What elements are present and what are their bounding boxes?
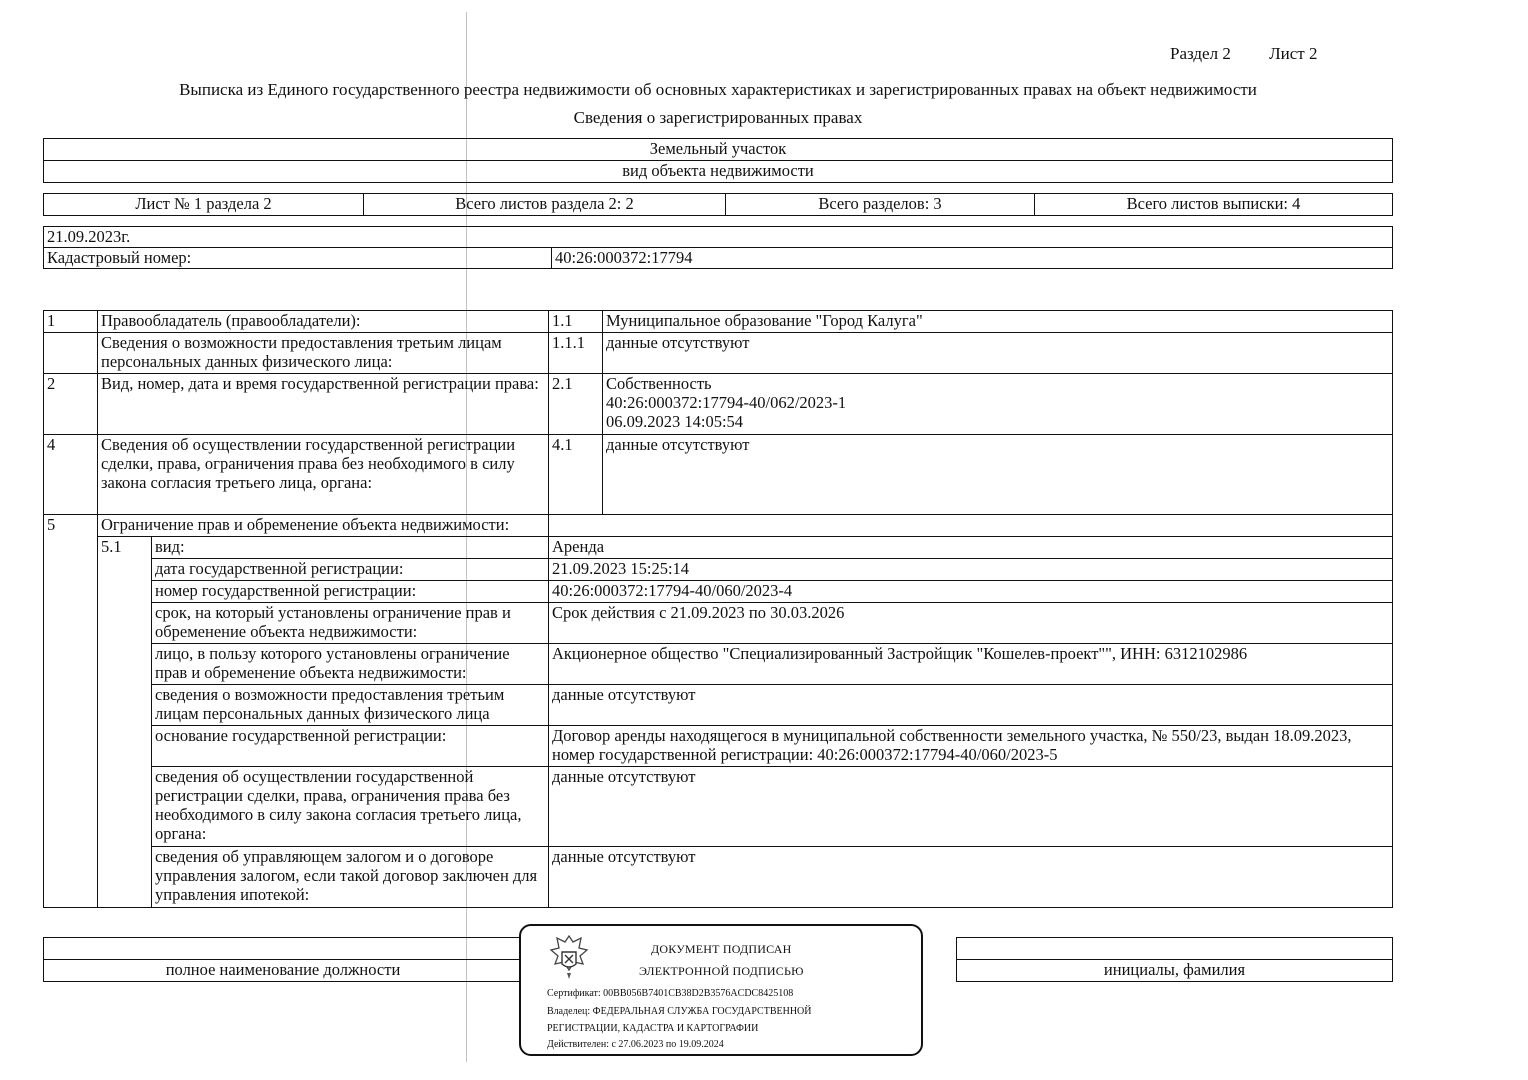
- sheet-no: Лист № 1 раздела 2: [44, 194, 364, 216]
- table-row: [44, 644, 1393, 685]
- table-row: [44, 581, 1393, 603]
- row-value: [603, 374, 1393, 435]
- row-label: Сведения о возможности предоставления третьим лицам персональных данных физического лица:: [98, 333, 549, 374]
- total-sections: Всего разделов: 3: [726, 194, 1035, 216]
- table-row: [44, 685, 1393, 726]
- row-label: вид:: [152, 537, 549, 559]
- info-table: [43, 226, 1393, 269]
- table-row: [44, 311, 1393, 333]
- table-row: [44, 726, 1393, 767]
- row-label: лицо, в пользу которого установлены ограничение прав и обременение объекта недвижимости:: [152, 644, 549, 685]
- stamp-line-2: ЭЛЕКТРОННОЙ ПОДПИСЬЮ: [639, 964, 804, 978]
- row-sub-number: 4.1: [549, 435, 603, 515]
- row-value: Муниципальное образование "Город Калуга": [603, 311, 1393, 333]
- row-label: Ограничение прав и обременение объекта недвижимости:: [98, 515, 549, 537]
- table-row: [44, 559, 1393, 581]
- emblem-icon: [547, 932, 591, 982]
- table-row: [44, 435, 1393, 515]
- row-sub-number: 2.1: [549, 374, 603, 435]
- sheet-number: Лист 2: [1269, 44, 1318, 63]
- row-sub-number: 5.1: [98, 537, 152, 908]
- table-row: [44, 603, 1393, 644]
- row-value: данные отсутствуют: [549, 685, 1393, 726]
- row-label: сведения об управляющем залогом и о договоре управления залогом, если такой договор заключен для управления ипотекой:: [152, 847, 549, 908]
- row-value: данные отсутствуют: [549, 767, 1393, 847]
- row-label: номер государственной регистрации:: [152, 581, 549, 603]
- object-type-label: вид объекта недвижимости: [44, 161, 1393, 183]
- row-label: Вид, номер, дата и время государственной регистрации права:: [98, 374, 549, 435]
- row-label: срок, на который установлены ограничение прав и обременение объекта недвижимости:: [152, 603, 549, 644]
- table-row: [44, 333, 1393, 374]
- table-row: [44, 847, 1393, 908]
- e-signature-stamp: [519, 924, 923, 1056]
- total-extract-sheets: Всего листов выписки: 4: [1035, 194, 1393, 216]
- right-reg-datetime: 06.09.2023 14:05:54: [606, 412, 744, 431]
- row-sub-number: 1.1: [549, 311, 603, 333]
- row-label: основание государственной регистрации:: [152, 726, 549, 767]
- table-row: [44, 537, 1393, 559]
- object-type-table: [43, 138, 1393, 183]
- rights-table: [43, 310, 1393, 908]
- table-row: [44, 515, 1393, 537]
- row-value: данные отсутствуют: [549, 847, 1393, 908]
- row-number: 2: [44, 374, 98, 435]
- row-number: 1: [44, 311, 98, 333]
- name-label: инициалы, фамилия: [957, 960, 1393, 982]
- stamp-owner-line-1: Владелец: ФЕДЕРАЛЬНАЯ СЛУЖБА ГОСУДАРСТВЕННОЙ: [547, 1006, 812, 1017]
- table-row: [44, 767, 1393, 847]
- cadastral-label: Кадастровый номер:: [44, 248, 552, 269]
- row-label: Правообладатель (правообладатели):: [98, 311, 549, 333]
- document-title: Выписка из Единого государственного реестра недвижимости об основных характеристиках и зарегистрированных правах на объект недвижимости: [179, 80, 1257, 99]
- row-number: 4: [44, 435, 98, 515]
- row-value: Срок действия с 21.09.2023 по 30.03.2026: [549, 603, 1393, 644]
- row-value: 40:26:000372:17794-40/060/2023-4: [549, 581, 1393, 603]
- stamp-certificate: Сертификат: 00BB056B7401CB38D2B3576ACDC8425108: [547, 988, 794, 999]
- row-value: Договор аренды находящегося в муниципальной собственности земельного участка, № 550/23, выдан 18.09.2023, номер государственной регистрации: 40:26:000372:17794-40/060/2023-5: [549, 726, 1393, 767]
- row-label: сведения об осуществлении государственной регистрации сделки, права, ограничения права без необходимого в силу закона согласия третьего лица, органа:: [152, 767, 549, 847]
- row-label: Сведения об осуществлении государственной регистрации сделки, права, ограничения права без необходимого в силу закона согласия третьего лица, органа:: [98, 435, 549, 515]
- right-reg-number: 40:26:000372:17794-40/062/2023-1: [606, 393, 847, 412]
- cadastral-value: 40:26:000372:17794: [552, 248, 1393, 269]
- row-value: Аренда: [549, 537, 1393, 559]
- row-value: Акционерное общество "Специализированный Застройщик "Кошелев-проект"", ИНН: 6312102986: [549, 644, 1393, 685]
- row-sub-number: 1.1.1: [549, 333, 603, 374]
- position-label: полное наименование должности: [44, 960, 523, 982]
- page-header-right: [1170, 44, 1317, 64]
- row-label: сведения о возможности предоставления третьим лицам персональных данных физического лица: [152, 685, 549, 726]
- extract-date: 21.09.2023г.: [44, 227, 1393, 248]
- stamp-owner-line-2: РЕГИСТРАЦИИ, КАДАСТРА И КАРТОГРАФИИ: [547, 1023, 759, 1034]
- row-value: данные отсутствуют: [603, 333, 1393, 374]
- row-label: дата государственной регистрации:: [152, 559, 549, 581]
- right-type: Собственность: [606, 374, 712, 393]
- sheets-table: [43, 193, 1393, 216]
- object-type-value: Земельный участок: [44, 139, 1393, 161]
- total-section-sheets: Всего листов раздела 2: 2: [364, 194, 726, 216]
- stamp-line-1: ДОКУМЕНТ ПОДПИСАН: [651, 942, 792, 956]
- table-row: [44, 374, 1393, 435]
- section-number: Раздел 2: [1170, 44, 1231, 63]
- row-value: 21.09.2023 15:25:14: [549, 559, 1393, 581]
- row-value: данные отсутствуют: [603, 435, 1393, 515]
- row-number: 5: [44, 515, 98, 908]
- stamp-validity: Действителен: с 27.06.2023 по 19.09.2024: [547, 1039, 724, 1050]
- document-subtitle: Сведения о зарегистрированных правах: [573, 108, 863, 127]
